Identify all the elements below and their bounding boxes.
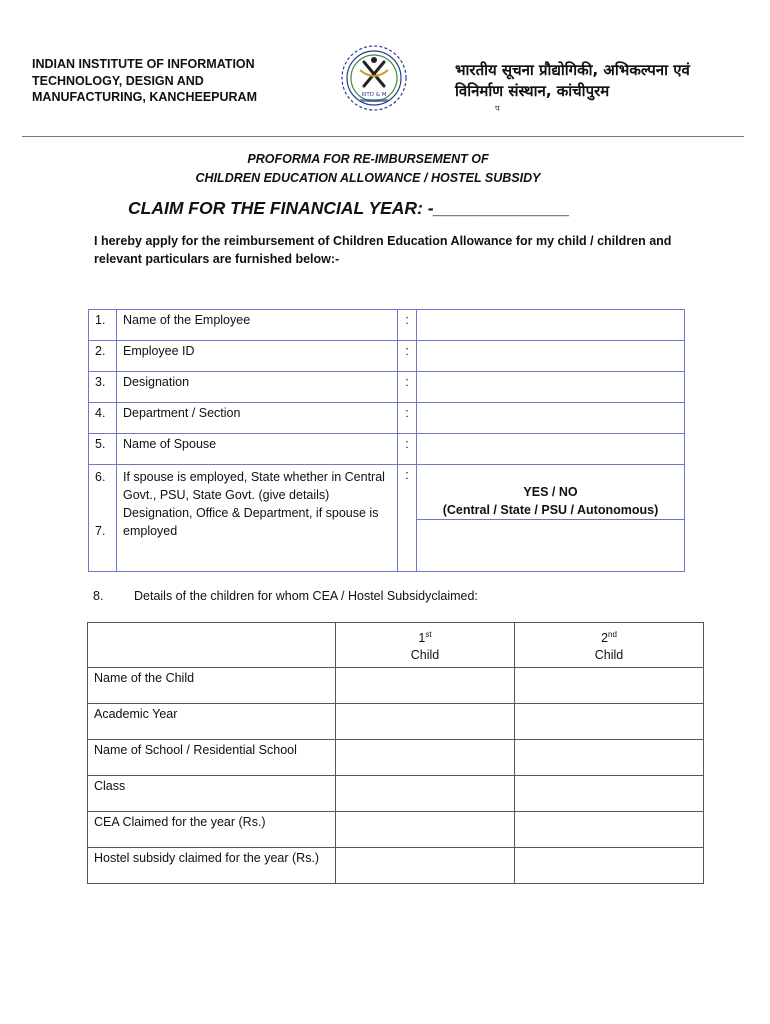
declaration-text: I hereby apply for the reimbursement of Children Education Allowance for my child / children and relevant particulars are furnished below:- [94,234,672,266]
child1-school-field[interactable] [336,740,515,776]
header-blank-cell [88,623,336,668]
form-title-line: CHILDREN EDUCATION ALLOWANCE / HOSTEL SUBSIDY [195,171,541,185]
institute-name-hindi [455,60,755,102]
row-label: CEA Claimed for the year (Rs.) [88,812,336,848]
row-number: 1. [89,310,117,341]
spouse-name-field[interactable] [417,434,685,465]
table-row [88,812,704,848]
employee-details-table [88,309,685,572]
child1-cea-claimed-field[interactable] [336,812,515,848]
field-colon: : [398,372,417,403]
field-colon: : [398,465,417,572]
child1-hostel-subsidy-field[interactable] [336,848,515,884]
row-number: 4. [89,403,117,434]
field-colon: : [398,310,417,341]
employee-id-field[interactable] [417,341,685,372]
table-row [89,310,685,341]
yes-no-option: YES / NO [523,485,578,499]
spouse-employment-field[interactable] [417,465,685,520]
section-number: 8. [93,589,104,603]
table-row [88,668,704,704]
svg-text:IIITD & M: IIITD & M [361,92,387,98]
spouse-employment-label: If spouse is employed, State whether in Central Govt., PSU, State Govt. (give details) [123,470,385,502]
employment-type-options: (Central / State / PSU / Autonomous) [442,503,659,517]
institute-name-line: INDIAN INSTITUTE OF INFORMATION [32,57,255,71]
institute-name-hindi-line: भारतीय सूचना प्रौद्योगिकी, अभिकल्पना एवं [455,61,690,79]
table-row [88,776,704,812]
claim-financial-year: CLAIM FOR THE FINANCIAL YEAR: -______________ [128,198,570,218]
table-header-row [88,623,704,668]
spouse-designation-field[interactable] [417,520,685,572]
child1-name-field[interactable] [336,668,515,704]
row-label: Class [88,776,336,812]
form-title [0,150,736,188]
institute-name-line: MANUFACTURING, KANCHEEPURAM [32,90,257,104]
institute-logo [338,40,410,116]
column-header-first-child: 1st Child [336,623,515,668]
hindi-mark: प [495,104,500,113]
table-row [89,465,685,520]
employee-name-field[interactable] [417,310,685,341]
table-row [88,848,704,884]
field-colon: : [398,434,417,465]
row-number-7: 7. [95,524,106,538]
table-row [89,341,685,372]
child2-academic-year-field[interactable] [515,704,704,740]
field-label: Name of the Employee [117,310,398,341]
row-number [89,465,117,572]
row-number: 5. [89,434,117,465]
child2-hostel-subsidy-field[interactable] [515,848,704,884]
child2-school-field[interactable] [515,740,704,776]
table-row [89,403,685,434]
children-details-heading: Details of the children for whom CEA / Hostel Subsidyclaimed: [134,589,478,603]
children-details-table [87,622,704,884]
institute-name-line: TECHNOLOGY, DESIGN AND [32,73,204,88]
field-label: Department / Section [117,403,398,434]
designation-field[interactable] [417,372,685,403]
table-row [89,372,685,403]
institute-name-english [32,56,312,106]
row-label: Hostel subsidy claimed for the year (Rs.) [88,848,336,884]
child2-name-field[interactable] [515,668,704,704]
child1-academic-year-field[interactable] [336,704,515,740]
institute-name-hindi-line: विनिर्माण संस्थान, कांचीपुरम [455,82,610,100]
table-row [88,704,704,740]
spouse-designation-label: Designation, Office & Department, if spouse is employed [123,506,379,538]
column-header-second-child: 2nd Child [515,623,704,668]
row-label: Name of School / Residential School [88,740,336,776]
table-row [88,740,704,776]
row-label: Academic Year [88,704,336,740]
child1-class-field[interactable] [336,776,515,812]
field-colon: : [398,341,417,372]
field-colon: : [398,403,417,434]
form-title-line: PROFORMA FOR RE-IMBURSEMENT OF [247,152,489,166]
row-number: 2. [89,341,117,372]
field-label: Name of Spouse [117,434,398,465]
field-label [117,465,398,572]
child2-class-field[interactable] [515,776,704,812]
table-row [89,434,685,465]
header-divider [22,136,744,137]
department-field[interactable] [417,403,685,434]
field-label: Designation [117,372,398,403]
field-label: Employee ID [117,341,398,372]
row-label: Name of the Child [88,668,336,704]
row-number: 3. [89,372,117,403]
row-number-6: 6. [95,470,106,484]
child2-cea-claimed-field[interactable] [515,812,704,848]
